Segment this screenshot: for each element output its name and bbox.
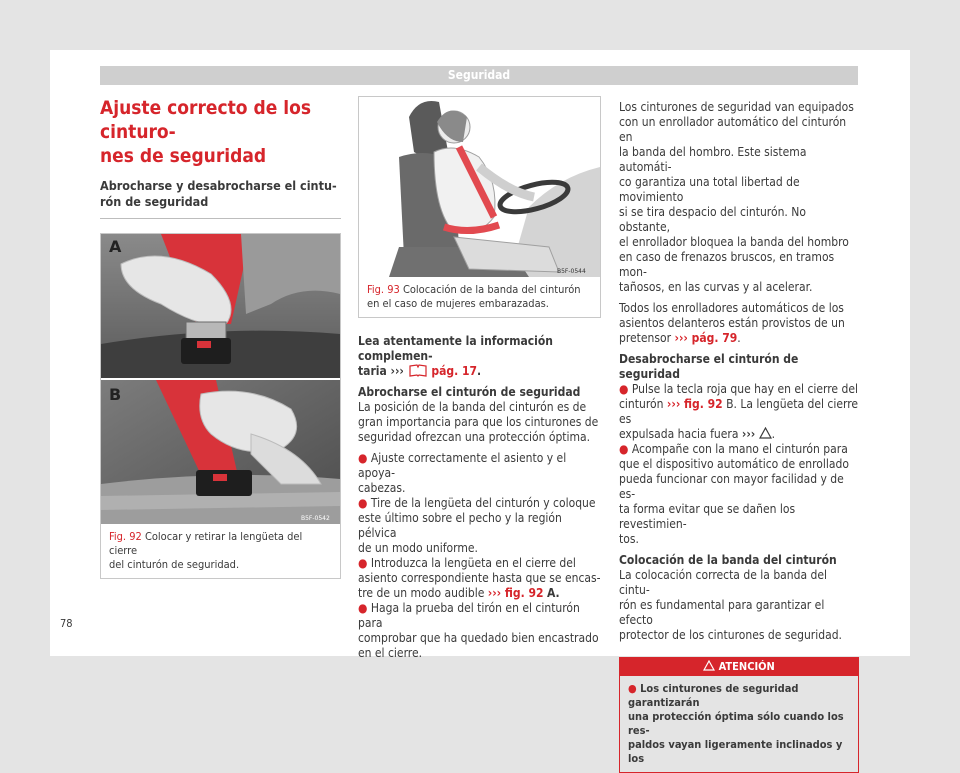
bullet-item — [358, 451, 601, 496]
text-line: Haga la prueba del tirón en el cinturón para — [358, 601, 580, 630]
section-subtitle — [100, 178, 341, 210]
warning-body — [620, 676, 858, 772]
text-line: con un enrollador automático del cinturón en — [619, 115, 847, 144]
figure-92 — [100, 233, 341, 579]
text-line: protector de los cinturones de seguridad. — [619, 628, 842, 642]
figure-code: B5F-0542 — [301, 515, 330, 522]
divider — [100, 218, 341, 219]
panel-label-a: A — [109, 237, 122, 256]
warning-header — [620, 658, 858, 676]
figure-number: Fig. 92 — [109, 530, 142, 543]
bullet-icon: ● — [358, 451, 368, 465]
text-line: la banda del hombro. Este sistema automáti- — [619, 145, 807, 174]
bullet-item: ● Pulse la tecla roja que hay en el cierre del cinturón ››› fig. 92 B. La lengüeta del cierre es expulsada hacia fuera ››› . — [619, 382, 859, 441]
figure-reference-link[interactable]: ››› fig. 92 — [666, 397, 723, 411]
section-header: Seguridad — [100, 66, 858, 85]
text-line: que el dispositivo automático de enrollado — [619, 457, 849, 471]
figure-reference-link[interactable]: ››› fig. 92 — [487, 586, 544, 600]
page-number: 78 — [60, 617, 73, 630]
read-note-text: taria — [358, 364, 387, 378]
figure-code: B5F-0544 — [557, 268, 586, 275]
text-line: comprobar que ha quedado bien encastrado — [358, 631, 599, 645]
subtitle-line: rón de seguridad — [100, 194, 209, 209]
bullet-icon: ● — [628, 682, 637, 695]
text-line: una protección óptima sólo cuando los res- — [628, 710, 844, 737]
text-line: asientos delanteros están provistos de un — [619, 316, 845, 330]
bullet-item — [358, 601, 601, 661]
text-line: seguridad ofrezcan una protección óptima. — [358, 430, 591, 444]
bullet-icon: ● — [358, 601, 368, 615]
page-reference-link[interactable]: ››› pág. 79 — [674, 331, 738, 345]
text-line: asiento correspondiente hasta que se encas- — [358, 571, 601, 585]
text-line: expulsada hacia fuera — [619, 427, 739, 441]
title-line: nes de seguridad — [100, 145, 267, 167]
caption-line: Colocar y retirar la lengüeta del cierre — [109, 530, 303, 557]
arrows-icon: ››› — [741, 427, 756, 441]
text-line: si se tira despacio del cinturón. No obstante, — [619, 205, 806, 234]
text-line: Tire de la lengüeta del cinturón y coloque — [370, 496, 596, 510]
column-1 — [100, 96, 341, 579]
text-line: cinturón — [619, 397, 664, 411]
text-line: Todos los enrolladores automáticos de los — [619, 301, 844, 315]
warning-icon[interactable] — [759, 427, 772, 439]
warning-box — [619, 657, 859, 773]
section-heading: Colocación de la banda del cinturón — [619, 553, 837, 567]
paragraph: Todos los enrolladores automáticos de los asientos delanteros están provistos de un pretensor ››› pág. 79. — [619, 301, 845, 345]
read-note: Lea atentamente la información complemen- taria ››› pág. 17. — [358, 334, 553, 378]
text-line: en caso de frenazos bruscos, en tramos mon- — [619, 250, 835, 279]
bullet-icon: ● — [358, 556, 368, 570]
text-line: ta forma evitar que se dañen los revestimien- — [619, 502, 796, 531]
text-line: pretensor — [619, 331, 672, 345]
page-title — [100, 96, 341, 168]
text-line: de un modo uniforme. — [358, 541, 478, 555]
caption-line: en el caso de mujeres embarazadas. — [367, 297, 549, 310]
caption-line: Colocación de la banda del cinturón — [402, 283, 581, 296]
panel-label-b: B — [109, 385, 122, 404]
figure-93 — [358, 96, 601, 318]
text-line: cabezas. — [358, 481, 406, 495]
text-line: La posición de la banda del cinturón es de — [358, 400, 587, 414]
warning-title: ATENCIÓN — [718, 660, 775, 673]
column-2 — [358, 96, 601, 661]
text-line: co garantiza una total libertad de movimiento — [619, 175, 800, 204]
text-line: Acompañe con la mano el cinturón para — [631, 442, 848, 456]
column-3 — [619, 100, 859, 773]
figure-caption — [359, 277, 600, 317]
paragraph — [619, 100, 859, 295]
arrows-icon: ››› — [390, 364, 404, 378]
text-line: gran importancia para que los cinturones de — [358, 415, 599, 429]
subtitle-line: Abrocharse y desabrocharse el cintu- — [100, 178, 337, 193]
seatbelt-buckle-photo — [101, 234, 340, 524]
pregnant-woman-belt-illustration — [359, 97, 600, 277]
text-line: Pulse la tecla roja que hay en el cierre del — [631, 382, 858, 396]
bullet-icon: ● — [619, 442, 629, 456]
title-line: Ajuste correcto de los cinturo- — [100, 97, 312, 143]
caption-line: del cinturón de seguridad. — [109, 558, 240, 571]
text-line: tañosos, en las curvas y al acelerar. — [619, 280, 813, 294]
text-line: B. La lengüeta del cierre es — [619, 397, 859, 426]
text-line: el enrollador bloquea la banda del hombro — [619, 235, 849, 249]
text-line: paldos vayan ligeramente inclinados y los — [628, 738, 843, 765]
text-line: Ajuste correctamente el asiento y el apoya- — [358, 451, 567, 480]
figure-caption — [101, 524, 340, 578]
figure-number: Fig. 93 — [367, 283, 400, 296]
text-line: Los cinturones de seguridad van equipados — [619, 100, 854, 114]
text-line: Los cinturones de seguridad garantizarán — [628, 682, 799, 709]
text-line: A. — [546, 586, 560, 600]
text-line: en el cierre. — [358, 646, 423, 660]
read-note-line: Lea atentamente la información complemen- — [358, 334, 553, 363]
section-heading: Desabrocharse el cinturón de seguridad — [619, 352, 799, 381]
bullet-icon: ● — [619, 382, 629, 396]
bullet-item — [358, 556, 601, 601]
book-reference-icon — [408, 364, 428, 377]
warning-triangle-icon — [703, 660, 715, 671]
bullet-item — [358, 496, 601, 556]
text-line: La colocación correcta de la banda del cintu- — [619, 568, 828, 597]
paragraph — [619, 568, 859, 643]
section-heading: Abrocharse el cinturón de seguridad — [358, 385, 581, 399]
text-line: rón es fundamental para garantizar el efecto — [619, 598, 825, 627]
text-line: este último sobre el pecho y la región pélvica — [358, 511, 562, 540]
text-line: tre de un modo audible — [358, 586, 485, 600]
paragraph — [358, 400, 601, 445]
text-line: tos. — [619, 532, 639, 546]
bullet-icon: ● — [358, 496, 368, 510]
text-line: pueda funcionar con mayor facilidad y de es- — [619, 472, 844, 501]
bullet-item — [619, 442, 859, 547]
text-line: Introduzca la lengüeta en el cierre del — [370, 556, 576, 570]
page-reference-link[interactable]: pág. 17 — [431, 364, 478, 378]
